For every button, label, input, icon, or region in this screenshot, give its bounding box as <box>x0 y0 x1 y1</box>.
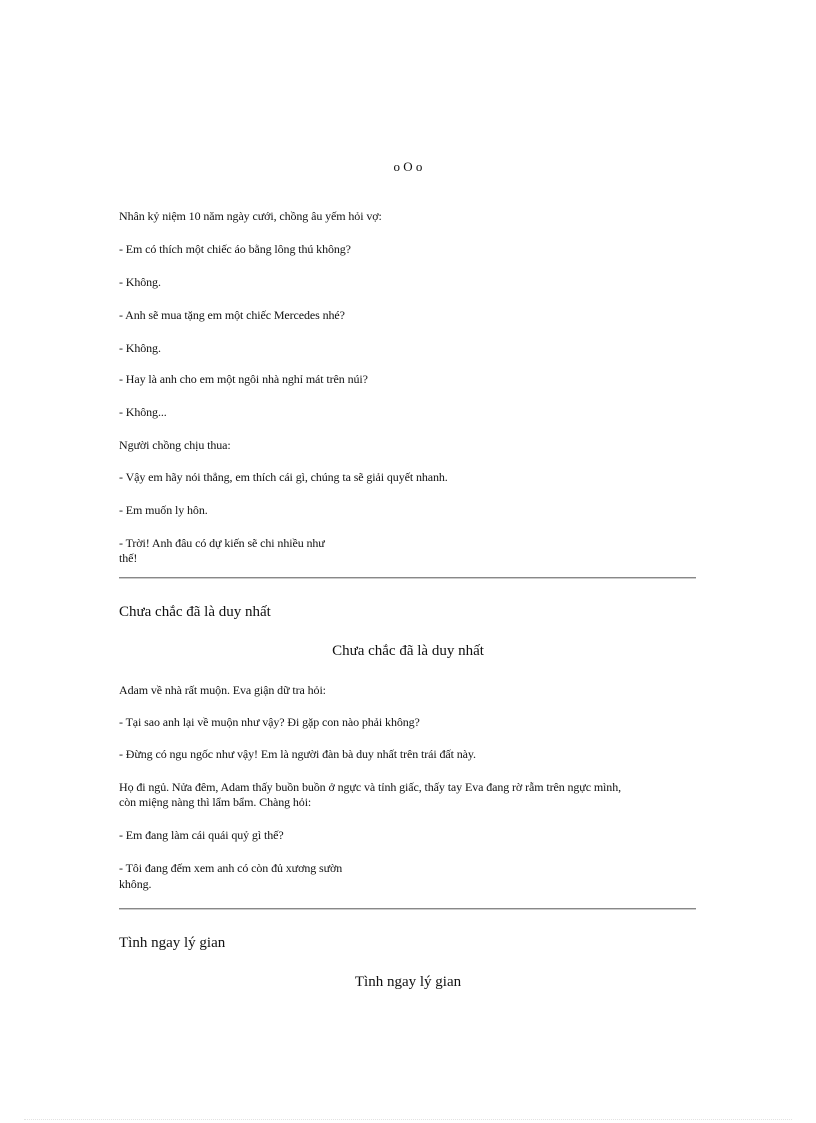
dialogue-line: - Tại sao anh lại về muộn như vậy? Đi gặp con nào phải không? <box>119 715 420 729</box>
story1-narration: Người chồng chịu thua: <box>119 438 231 452</box>
horizontal-rule <box>119 908 696 910</box>
story2-intro: Adam về nhà rất muộn. Eva giận dữ tra hỏi: <box>119 683 326 697</box>
story3-heading-center: Tình ngay lý gian <box>354 974 462 990</box>
dialogue-line: - Em đang làm cái quái quỷ gì thế? <box>119 828 284 842</box>
dialogue-line: - Không. <box>119 275 161 289</box>
separator-mark: o O o <box>393 159 423 174</box>
story2-heading-left: Chưa chắc đã là duy nhất <box>119 604 271 620</box>
story3-heading-left: Tình ngay lý gian <box>119 935 226 951</box>
horizontal-rule <box>119 577 696 579</box>
dialogue-line: - Không. <box>119 341 161 355</box>
story2-narration-line2: còn miệng nàng thì lẩm bẩm. Chàng hỏi: <box>119 795 312 809</box>
dialogue-line: - Không... <box>119 405 167 419</box>
dialogue-line: - Em có thích một chiếc áo bằng lông thú không? <box>119 242 351 256</box>
story2-heading-center: Chưa chắc đã là duy nhất <box>332 643 484 659</box>
dialogue-line: - Em muốn ly hôn. <box>119 503 208 517</box>
page-bottom-edge <box>24 1119 792 1120</box>
story1-ending-line2: thế! <box>119 551 138 565</box>
story2-ending-line1: - Tôi đang đếm xem anh có còn đủ xương sườn <box>119 861 343 875</box>
story1-ending-line1: - Trời! Anh đâu có dự kiến sẽ chi nhiều như <box>119 536 325 550</box>
story2-ending-line2: không. <box>119 877 152 891</box>
dialogue-line: - Đừng có ngu ngốc như vậy! Em là người đàn bà duy nhất trên trái đất này. <box>119 747 476 761</box>
dialogue-line: - Anh sẽ mua tặng em một chiếc Mercedes nhé? <box>119 308 345 322</box>
story2-narration-line1: Họ đi ngủ. Nửa đêm, Adam thấy buồn buồn ở ngực và tỉnh giấc, thấy tay Eva đang rờ rẫm trên ngực mình, <box>119 780 621 794</box>
dialogue-line: - Hay là anh cho em một ngôi nhà nghỉ mát trên núi? <box>119 372 368 386</box>
story1-intro: Nhân kỷ niệm 10 năm ngày cưới, chồng âu yếm hỏi vợ: <box>119 209 382 223</box>
dialogue-line: - Vậy em hãy nói thẳng, em thích cái gì, chúng ta sẽ giải quyết nhanh. <box>119 470 448 484</box>
